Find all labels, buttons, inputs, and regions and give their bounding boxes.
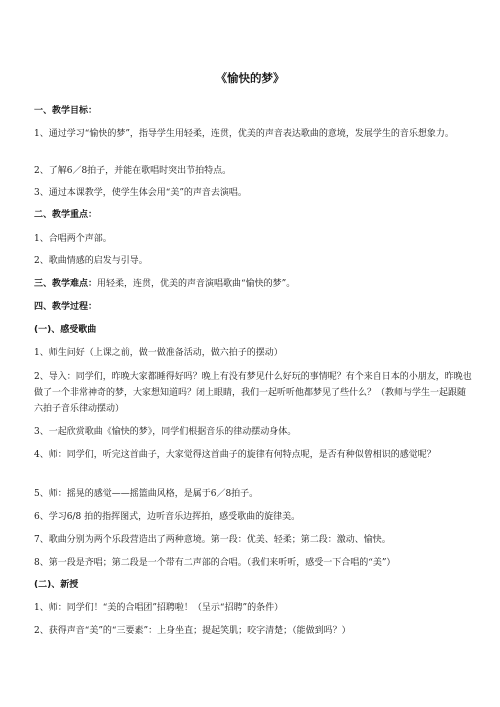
new-lesson-item-2: 2、获得声音“美”的“三要素”：上身坐直；提起笑肌；咬字清楚；（能做到吗？） bbox=[34, 626, 351, 636]
subheading-feel-song: (一)、感受歌曲 bbox=[34, 325, 97, 335]
goal-item-3: 3、通过本课教学，使学生体会用“美”的声音去演唱。 bbox=[34, 188, 247, 198]
new-lesson-item-1: 1、师：同学们！“美的合唱团”招聘啦！（呈示“招聘”的条件） bbox=[34, 603, 284, 613]
heading-process: 四、教学过程： bbox=[34, 302, 98, 312]
heading-key-points: 二、教学重点： bbox=[34, 210, 98, 220]
process-item-7: 7、歌曲分别为两个乐段营造出了两种意境。第一段：优美、轻柔；第二段：激动、愉快。 bbox=[34, 535, 391, 545]
goal-item-2: 2、了解6／8拍子，并能在歌唱时突出节拍特点。 bbox=[34, 166, 232, 176]
process-item-2: 2、导入：同学们，昨晚大家都睡得好吗？晚上有没有梦见什么好玩的事情呢？有个来自日本的小朋友，昨晚也做了一个非常神奇的梦，大家想知道吗？闭上眼睛，我们一起听听他都梦见了些什么？（教师与学生一起跟随六拍子音乐律动摆动） bbox=[34, 372, 472, 414]
process-item-4: 4、师：同学们，听完这首曲子，大家觉得这首曲子的旋律有何特点呢，是否有种似曾相识的感觉呢？ bbox=[34, 450, 436, 460]
process-item-8: 8、第一段是齐唱；第二段是一个带有二声部的合唱。（我们来听听，感受一下合唱的“美”） bbox=[34, 558, 396, 568]
key-point-2: 2、歌曲情感的启发与引导。 bbox=[34, 256, 148, 266]
process-item-3: 3、一起欣赏歌曲《愉快的梦》，同学们根据音乐的律动摆动身体。 bbox=[34, 427, 297, 437]
difficulty-text: 用轻柔，连贯，优美的声音演唱歌曲“愉快的梦”。 bbox=[97, 279, 296, 289]
document-title: 《愉快的梦》 bbox=[215, 71, 285, 85]
key-point-1: 1、合唱两个声部。 bbox=[34, 234, 112, 244]
process-item-6: 6、学习6/8 拍的指挥图式，边听音乐边挥拍，感受歌曲的旋律美。 bbox=[34, 512, 301, 522]
goal-item-1: 1、通过学习“愉快的梦”，指导学生用轻柔，连贯，优美的声音表达歌曲的意境，发展学生的音乐想象力。 bbox=[34, 129, 454, 139]
subheading-new-lesson: (二)、新授 bbox=[34, 580, 79, 590]
process-item-1: 1、师生问好（上课之前，做一做准备活动，做六拍子的摆动） bbox=[34, 348, 283, 358]
heading-teaching-goals: 一、教学目标： bbox=[34, 106, 98, 116]
difficulty-line bbox=[34, 276, 474, 292]
process-item-5: 5、师：摇晃的感觉——摇篮曲风格，是属于6／8拍子。 bbox=[34, 489, 259, 499]
heading-difficulties: 三、教学难点： bbox=[34, 279, 98, 289]
